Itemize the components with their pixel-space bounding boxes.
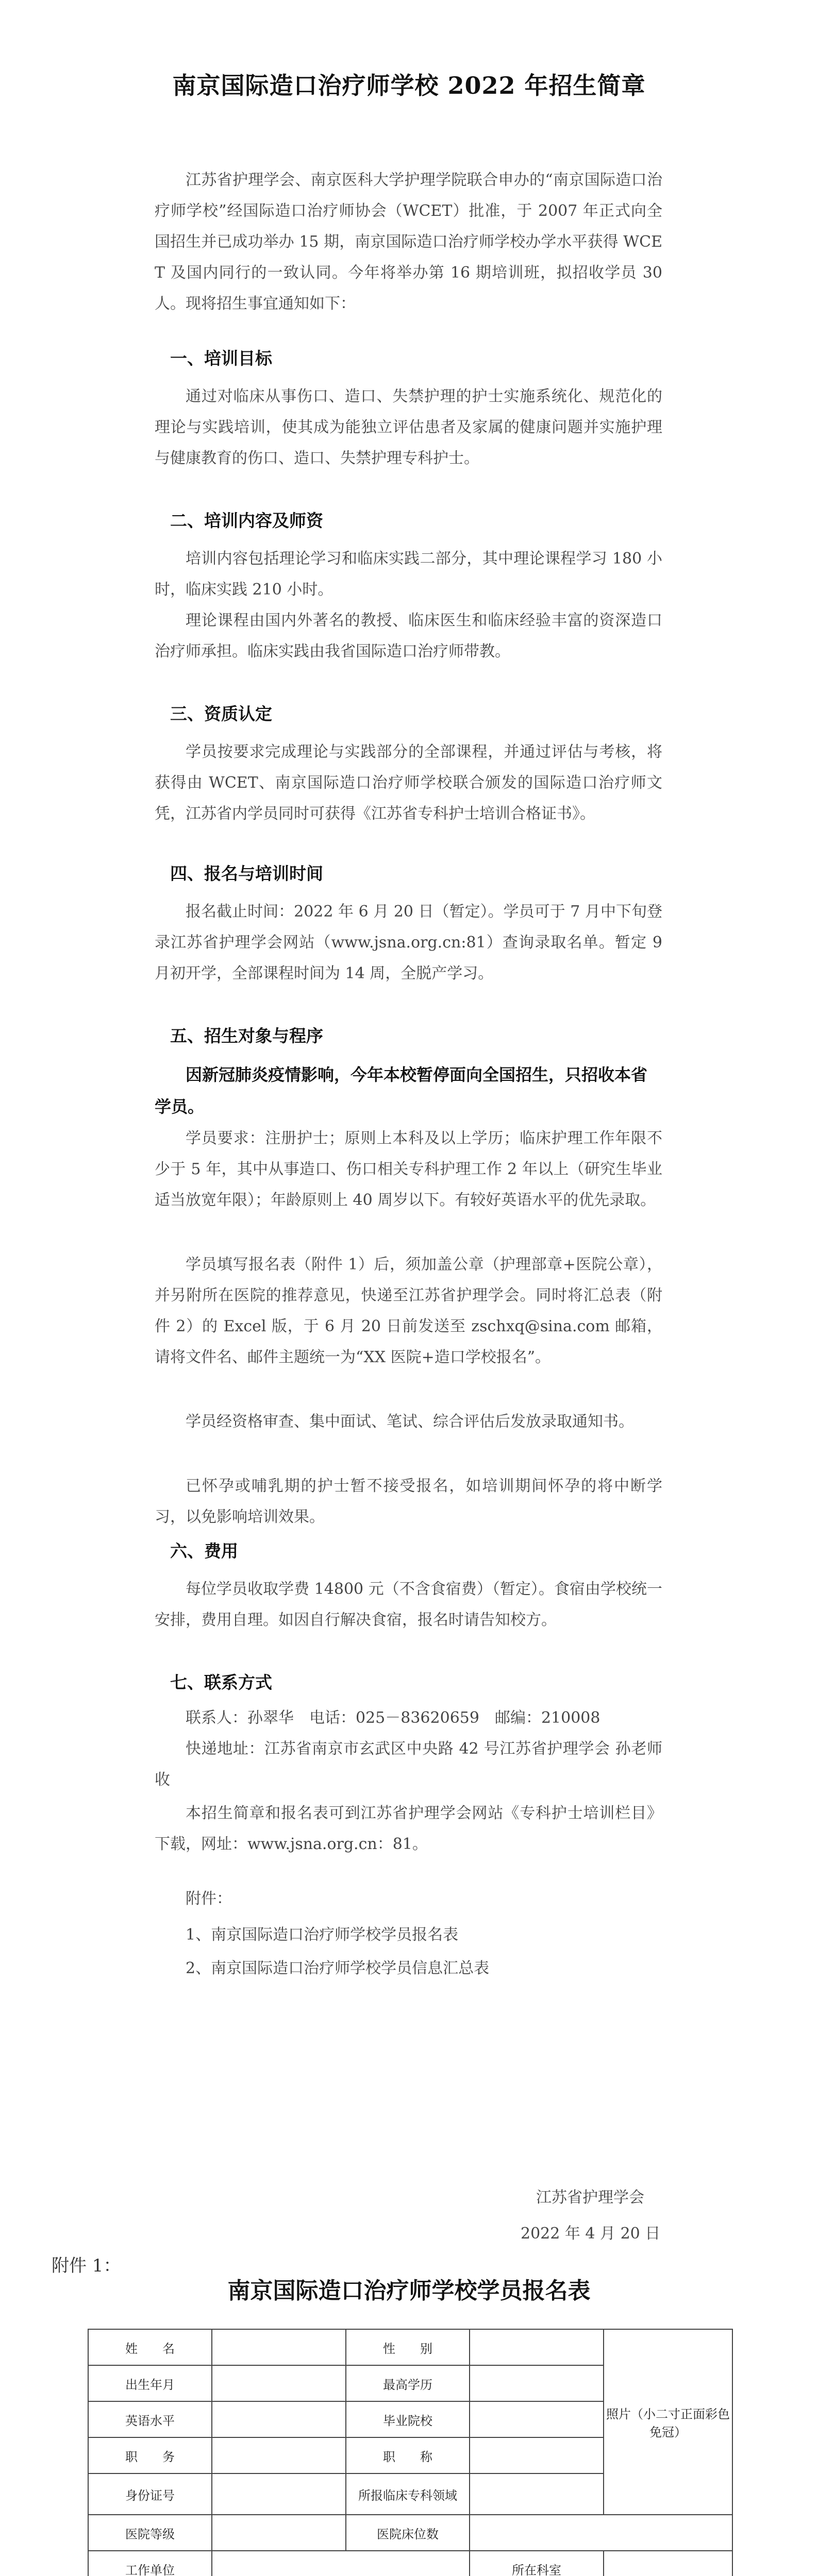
section-7-contact: 联系人：孙翠华 电话：025－83620659 邮编：210008 [186, 1709, 600, 1727]
attachment-2-item: 2、南京国际造口治疗师学校学员信息汇总表 [186, 1959, 490, 1977]
form-title: 南京国际造口治疗师学校学员报名表 [227, 2278, 591, 2304]
section-2-heading: 二、培训内容及师资 [170, 511, 323, 531]
section-5-notice: 因新冠肺炎疫情影响，今年本校暂停面向全国招生，只招收本省学员。 [155, 1065, 648, 1116]
section-5-review: 学员经资格审查、集中面试、笔试、综合评估后发放录取通知书。 [186, 1413, 634, 1431]
form-post-label: 职 务 [88, 2437, 212, 2473]
attachment-1-item: 1、南京国际造口治疗师学校学员报名表 [186, 1926, 459, 1944]
form-bed-count-label: 医院床位数 [346, 2515, 470, 2551]
section-7-heading: 七、联系方式 [170, 1672, 272, 1692]
section-6-heading: 六、费用 [170, 1541, 238, 1561]
registration-form-table [88, 2329, 733, 2576]
section-2-text-2: 理论课程由国内外著名的教授、临床医生和临床经验丰富的资深造口治疗师承担。临床实践由我省国际造口治疗师带教。 [155, 612, 662, 660]
form-english-cell[interactable] [212, 2401, 346, 2437]
signature-organization: 江苏省护理学会 [536, 2189, 644, 2207]
form-english-label: 英语水平 [88, 2401, 212, 2437]
intro-paragraph: 江苏省护理学会、南京医科大学护理学院联合申办的“南京国际造口治疗师学校”经国际造口治疗师协会（WCET）批准，于 2007 年正式向全国招生并已成功举办 15 期，南京国际造口治疗师学校办学水平获得 WCET 及国内同行的一致认同。今年将举办第 16 期培训班，拟招收学员 30 人。现将招生事宜通知如下： [155, 171, 667, 313]
form-dept-label: 所报临床专科领域 [346, 2473, 470, 2515]
attachments-label: 附件： [186, 1890, 232, 1908]
form-attachment-label: 附件 1： [52, 2256, 121, 2276]
form-name-cell[interactable] [212, 2329, 346, 2365]
section-2-text-1: 培训内容包括理论学习和临床实践二部分，其中理论课程学习 180 小时，临床实践 210 小时。 [155, 550, 662, 599]
form-hospital-level-cell[interactable] [212, 2515, 346, 2551]
section-4-text: 报名截止时间：2022 年 6 月 20 日（暂定）。学员可于 7 月中下旬登录江苏省护理学会网站（www.jsna.org.cn:81）查询录取名单。暂定 9 月初开学，全部课程时间为 14 周，全脱产学习。 [155, 903, 667, 982]
form-title-rank-label: 职 称 [346, 2437, 470, 2473]
form-work-unit-label: 工作单位 [88, 2551, 212, 2576]
section-1-heading: 一、培训目标 [170, 348, 272, 368]
form-degree-cell[interactable] [470, 2365, 604, 2401]
section-4-heading: 四、报名与培训时间 [170, 863, 323, 884]
form-graduate-cell[interactable] [470, 2401, 604, 2437]
section-3-text: 学员按要求完成理论与实践部分的全部课程，并通过评估与考核，将获得由 WCET、南京国际造口治疗师学校联合颁发的国际造口治疗师文凭，江苏省内学员同时可获得《江苏省专科护士培训合格证书》。 [155, 743, 662, 823]
form-post-cell[interactable] [212, 2437, 346, 2473]
section-5-procedure: 学员填写报名表（附件 1）后，须加盖公章（护理部章+医院公章），并另附所在医院的推荐意见，快递至江苏省护理学会。同时将汇总表（附件 2）的 Excel 版，于 6 月 20 日前发送至 zschxq@sina.com 邮箱，请将文件名、邮件主题统一为“XX 医院+造口学校报名”。 [155, 1256, 662, 1366]
section-6-text: 每位学员收取学费 14800 元（不含食宿费）（暂定）。食宿由学校统一安排，费用自理。如因自行解决食宿，报名时请告知校方。 [155, 1580, 662, 1629]
form-graduate-label: 毕业院校 [346, 2401, 470, 2437]
section-5-pregnancy: 已怀孕或哺乳期的护士暂不接受报名，如培训期间怀孕的将中断学习，以免影响培训效果。 [155, 1477, 662, 1526]
form-department-cell[interactable] [604, 2551, 732, 2576]
form-id-cell[interactable] [212, 2473, 346, 2515]
section-5-requirements: 学员要求：注册护士；原则上本科及以上学历；临床护理工作年限不少于 5 年，其中从事造口、伤口相关专科护理工作 2 年以上（研究生毕业适当放宽年限）；年龄原则上 40 周岁以下。有较好英语水平的优先录取。 [155, 1129, 662, 1209]
section-5-heading: 五、招生对象与程序 [170, 1026, 323, 1046]
section-3-heading: 三、资质认定 [170, 704, 272, 724]
section-7-address: 快递地址：江苏省南京市玄武区中央路 42 号江苏省护理学会 孙老师收 [155, 1740, 662, 1789]
form-hospital-level-label: 医院等级 [88, 2515, 212, 2551]
section-7-download: 本招生简章和报名表可到江苏省护理学会网站《专科护士培训栏目》下载，网址：www.jsna.org.cn：81。 [155, 1804, 662, 1853]
section-1-text: 通过对临床从事伤口、造口、失禁护理的护士实施系统化、规范化的理论与实践培训，使其成为能独立评估患者及家属的健康问题并实施护理与健康教育的伤口、造口、失禁护理专科护士。 [155, 387, 662, 467]
form-dept-cell[interactable] [470, 2473, 604, 2515]
form-bed-count-cell[interactable] [470, 2515, 732, 2551]
form-gender-label: 性 别 [346, 2329, 470, 2365]
form-birth-label: 出生年月 [88, 2365, 212, 2401]
form-work-unit-cell[interactable] [212, 2551, 470, 2576]
form-department-label: 所在科室 [470, 2551, 604, 2576]
form-degree-label: 最高学历 [346, 2365, 470, 2401]
form-photo-cell[interactable]: 照片（小二寸正面彩色免冠） [604, 2329, 732, 2515]
form-id-label: 身份证号 [88, 2473, 212, 2515]
form-gender-cell[interactable] [470, 2329, 604, 2365]
form-title-rank-cell[interactable] [470, 2437, 604, 2473]
document-title: 南京国际造口治疗师学校 2022 年招生简章 [172, 72, 646, 99]
signature-date: 2022 年 4 月 20 日 [521, 2225, 661, 2243]
form-birth-cell[interactable] [212, 2365, 346, 2401]
form-name-label: 姓 名 [88, 2329, 212, 2365]
